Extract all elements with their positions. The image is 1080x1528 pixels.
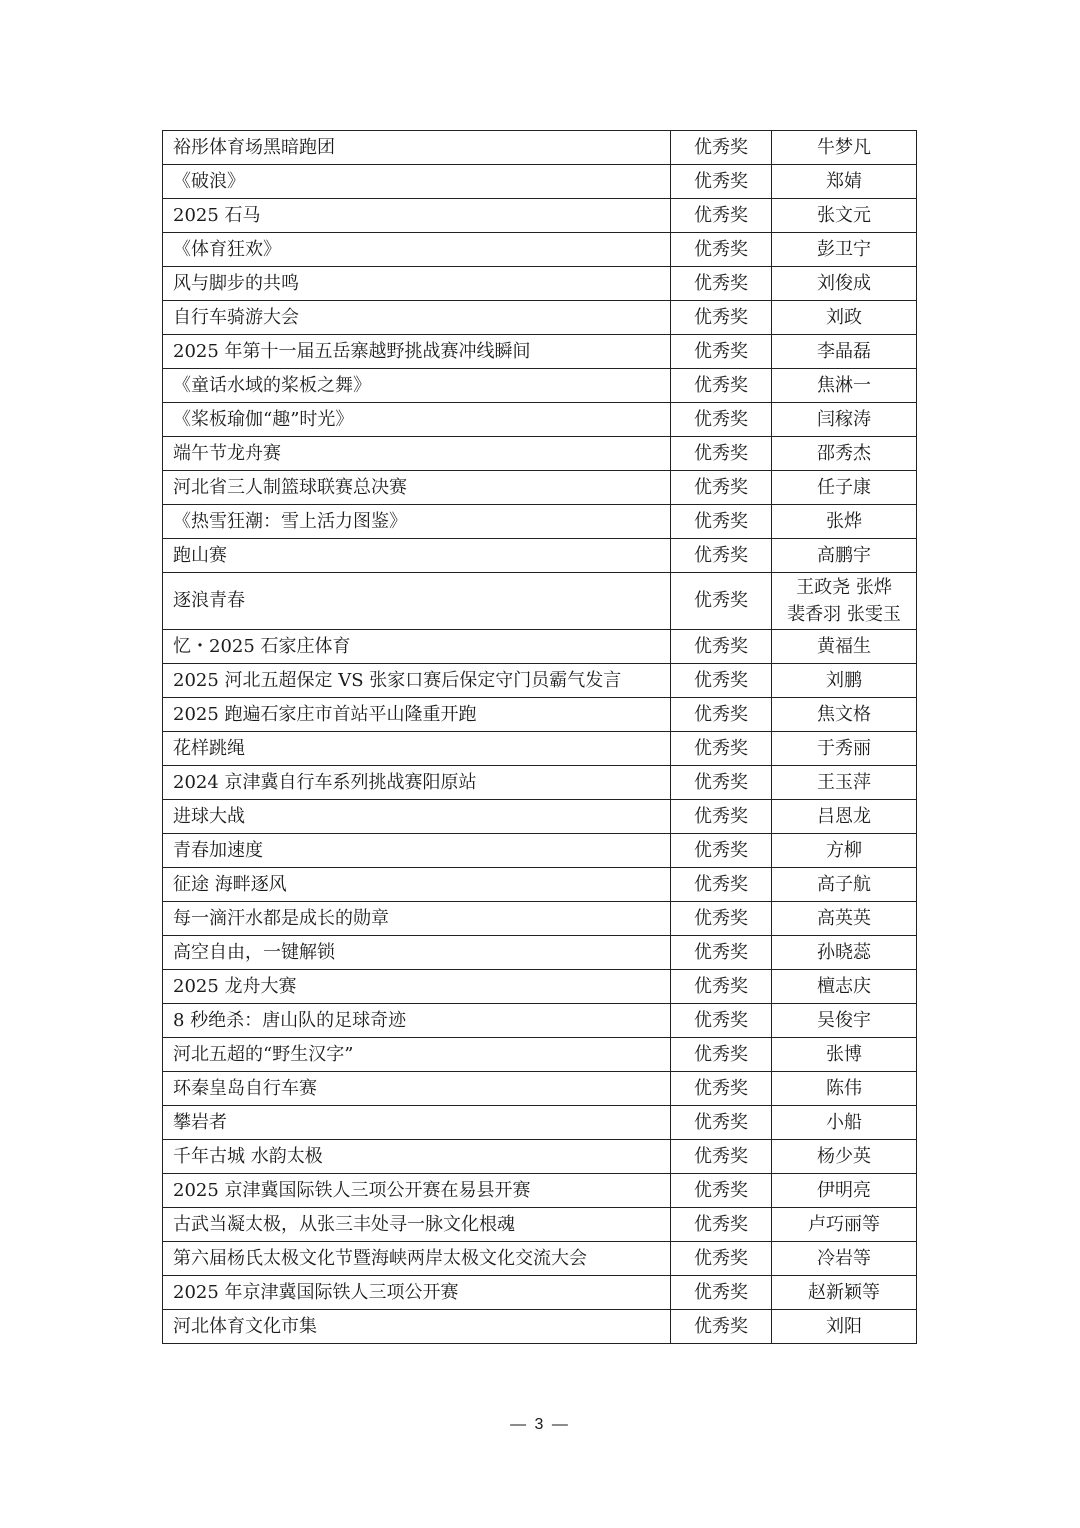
work-title-cell: 自行车骑游大会 [163, 301, 671, 335]
award-level-cell: 优秀奖 [671, 539, 772, 573]
author-cell [772, 131, 917, 165]
author-cell [772, 630, 917, 664]
author-name: 闫稼涛 [817, 408, 871, 430]
award-level-cell: 优秀奖 [671, 1140, 772, 1174]
table-row [163, 335, 917, 369]
award-level-cell: 优秀奖 [671, 1242, 772, 1276]
work-title-cell: 青春加速度 [163, 834, 671, 868]
table-row [163, 868, 917, 902]
author-cell [772, 573, 917, 630]
table-row [163, 131, 917, 165]
award-level-cell: 优秀奖 [671, 335, 772, 369]
award-level-cell: 优秀奖 [671, 165, 772, 199]
author-cell [772, 1276, 917, 1310]
author-cell [772, 664, 917, 698]
author-cell [772, 1106, 917, 1140]
work-title-cell: 2025 石马 [163, 199, 671, 233]
award-level-cell: 优秀奖 [671, 573, 772, 630]
author-cell [772, 335, 917, 369]
author-name: 邵秀杰 [817, 442, 871, 464]
author-cell [772, 301, 917, 335]
table-row [163, 1072, 917, 1106]
table-row [163, 1242, 917, 1276]
table-row [163, 732, 917, 766]
author-cell [772, 1004, 917, 1038]
award-level-cell: 优秀奖 [671, 1106, 772, 1140]
author-cell [772, 970, 917, 1004]
author-name: 裴香羽 张雯玉 [787, 604, 901, 625]
work-title-cell: 进球大战 [163, 800, 671, 834]
author-name: 王玉萍 [817, 771, 871, 793]
author-name: 吕恩龙 [817, 805, 871, 827]
table-row [163, 539, 917, 573]
work-title-cell: 环秦皇岛自行车赛 [163, 1072, 671, 1106]
table-row [163, 1276, 917, 1310]
award-level-cell: 优秀奖 [671, 970, 772, 1004]
author-name: 高子航 [817, 873, 871, 895]
award-level-cell: 优秀奖 [671, 471, 772, 505]
award-level-cell: 优秀奖 [671, 732, 772, 766]
work-title-cell: 河北省三人制篮球联赛总决赛 [163, 471, 671, 505]
award-level-cell: 优秀奖 [671, 902, 772, 936]
author-cell [772, 766, 917, 800]
author-cell [772, 199, 917, 233]
award-level-cell: 优秀奖 [671, 1276, 772, 1310]
author-cell [772, 267, 917, 301]
author-cell [772, 868, 917, 902]
table-row [163, 1310, 917, 1344]
author-name: 高英英 [817, 907, 871, 929]
author-name: 刘俊成 [817, 272, 871, 294]
author-cell [772, 698, 917, 732]
author-name: 卢巧丽等 [808, 1213, 880, 1235]
author-cell [772, 1072, 917, 1106]
work-title-cell: 古武当凝太极，从张三丰处寻一脉文化根魂 [163, 1208, 671, 1242]
work-title-cell: 《破浪》 [163, 165, 671, 199]
work-title-cell: 花样跳绳 [163, 732, 671, 766]
work-title-cell: 2025 年第十一届五岳寨越野挑战赛冲线瞬间 [163, 335, 671, 369]
work-title-cell: 裕彤体育场黑暗跑团 [163, 131, 671, 165]
author-cell [772, 165, 917, 199]
work-title-cell: 千年古城 水韵太极 [163, 1140, 671, 1174]
author-name: 杨少英 [817, 1145, 871, 1167]
author-name: 方柳 [826, 839, 862, 861]
author-name: 黄福生 [817, 635, 871, 657]
award-table [162, 130, 917, 1344]
award-table-body [163, 131, 917, 1344]
table-row [163, 1004, 917, 1038]
award-level-cell: 优秀奖 [671, 1310, 772, 1344]
work-title-cell: 攀岩者 [163, 1106, 671, 1140]
author-cell [772, 437, 917, 471]
author-name: 张文元 [817, 204, 871, 226]
work-title-cell: 第六届杨氏太极文化节暨海峡两岸太极文化交流大会 [163, 1242, 671, 1276]
award-level-cell: 优秀奖 [671, 437, 772, 471]
author-name: 陈伟 [826, 1077, 862, 1099]
award-level-cell: 优秀奖 [671, 1208, 772, 1242]
table-row [163, 630, 917, 664]
award-level-cell: 优秀奖 [671, 233, 772, 267]
work-title-cell: 高空自由，一键解锁 [163, 936, 671, 970]
author-name: 彭卫宁 [817, 238, 871, 260]
author-cell [772, 233, 917, 267]
table-row [163, 834, 917, 868]
author-cell [772, 834, 917, 868]
work-title-cell: 2024 京津冀自行车系列挑战赛阳原站 [163, 766, 671, 800]
table-row [163, 403, 917, 437]
work-title-cell: 2025 龙舟大赛 [163, 970, 671, 1004]
work-title-cell: 《童话水域的桨板之舞》 [163, 369, 671, 403]
work-title-cell: 《热雪狂潮：雪上活力图鉴》 [163, 505, 671, 539]
award-level-cell: 优秀奖 [671, 664, 772, 698]
table-row [163, 1174, 917, 1208]
work-title-cell: 每一滴汗水都是成长的勋章 [163, 902, 671, 936]
award-level-cell: 优秀奖 [671, 868, 772, 902]
author-name: 任子康 [817, 476, 871, 498]
author-name: 刘阳 [826, 1315, 862, 1337]
award-level-cell: 优秀奖 [671, 1072, 772, 1106]
work-title-cell: 河北体育文化市集 [163, 1310, 671, 1344]
work-title-cell: 2025 京津冀国际铁人三项公开赛在易县开赛 [163, 1174, 671, 1208]
table-row [163, 1140, 917, 1174]
author-cell [772, 800, 917, 834]
table-row [163, 970, 917, 1004]
author-name: 张烨 [826, 510, 862, 532]
work-title-cell: 2025 跑遍石家庄市首站平山隆重开跑 [163, 698, 671, 732]
table-row [163, 800, 917, 834]
award-level-cell: 优秀奖 [671, 936, 772, 970]
work-title-cell: 征途 海畔逐风 [163, 868, 671, 902]
table-row [163, 301, 917, 335]
author-name: 郑婧 [826, 170, 862, 192]
award-level-cell: 优秀奖 [671, 698, 772, 732]
author-name: 王政尧 张烨 [796, 577, 892, 598]
table-row [163, 1208, 917, 1242]
award-level-cell: 优秀奖 [671, 505, 772, 539]
work-title-cell: 河北五超的“野生汉字” [163, 1038, 671, 1072]
award-level-cell: 优秀奖 [671, 834, 772, 868]
work-title-cell: 逐浪青春 [163, 573, 671, 630]
table-row [163, 1106, 917, 1140]
author-name: 檀志庆 [817, 975, 871, 997]
table-row [163, 664, 917, 698]
author-name: 焦文格 [817, 703, 871, 725]
award-level-cell: 优秀奖 [671, 369, 772, 403]
award-level-cell: 优秀奖 [671, 403, 772, 437]
page-number: — 3 — [510, 1416, 570, 1433]
author-name: 伊明亮 [817, 1179, 871, 1201]
author-name: 牛梦凡 [817, 136, 871, 158]
author-name: 刘政 [826, 306, 862, 328]
author-cell [772, 1140, 917, 1174]
work-title-cell: 端午节龙舟赛 [163, 437, 671, 471]
author-name: 小船 [826, 1111, 862, 1133]
author-cell [772, 1242, 917, 1276]
author-cell [772, 505, 917, 539]
author-name: 于秀丽 [817, 737, 871, 759]
work-title-cell: 忆・2025 石家庄体育 [163, 630, 671, 664]
author-name: 吴俊宇 [817, 1009, 871, 1031]
author-name: 高鹏宇 [817, 544, 871, 566]
author-cell [772, 471, 917, 505]
author-cell [772, 936, 917, 970]
award-level-cell: 优秀奖 [671, 1174, 772, 1208]
work-title-cell: 跑山赛 [163, 539, 671, 573]
author-name: 孙晓蕊 [817, 941, 871, 963]
award-level-cell: 优秀奖 [671, 630, 772, 664]
award-level-cell: 优秀奖 [671, 267, 772, 301]
author-cell [772, 732, 917, 766]
table-row [163, 233, 917, 267]
author-name: 焦淋一 [817, 374, 871, 396]
work-title-cell: 风与脚步的共鸣 [163, 267, 671, 301]
award-level-cell: 优秀奖 [671, 199, 772, 233]
award-level-cell: 优秀奖 [671, 1004, 772, 1038]
author-cell [772, 539, 917, 573]
table-row [163, 902, 917, 936]
table-row [163, 573, 917, 630]
award-level-cell: 优秀奖 [671, 800, 772, 834]
table-row [163, 369, 917, 403]
award-level-cell: 优秀奖 [671, 301, 772, 335]
table-row [163, 199, 917, 233]
author-cell [772, 1310, 917, 1344]
award-level-cell: 优秀奖 [671, 766, 772, 800]
table-row [163, 505, 917, 539]
table-row [163, 1038, 917, 1072]
work-title-cell: 8 秒绝杀：唐山队的足球奇迹 [163, 1004, 671, 1038]
work-title-cell: 2025 年京津冀国际铁人三项公开赛 [163, 1276, 671, 1310]
author-name: 刘鹏 [826, 669, 862, 691]
author-name: 张博 [826, 1043, 862, 1065]
author-name: 冷岩等 [817, 1247, 871, 1269]
work-title-cell: 《桨板瑜伽“趣”时光》 [163, 403, 671, 437]
table-row [163, 165, 917, 199]
author-cell [772, 902, 917, 936]
author-cell [772, 1174, 917, 1208]
work-title-cell: 2025 河北五超保定 VS 张家口赛后保定守门员霸气发言 [163, 664, 671, 698]
work-title-cell: 《体育狂欢》 [163, 233, 671, 267]
award-level-cell: 优秀奖 [671, 1038, 772, 1072]
author-cell [772, 1208, 917, 1242]
table-row [163, 766, 917, 800]
author-name: 李晶磊 [817, 340, 871, 362]
author-name: 赵新颖等 [808, 1281, 880, 1303]
table-row [163, 471, 917, 505]
table-row [163, 698, 917, 732]
table-row [163, 936, 917, 970]
author-cell [772, 369, 917, 403]
award-level-cell: 优秀奖 [671, 131, 772, 165]
table-row [163, 267, 917, 301]
author-cell [772, 1038, 917, 1072]
author-cell [772, 403, 917, 437]
table-row [163, 437, 917, 471]
